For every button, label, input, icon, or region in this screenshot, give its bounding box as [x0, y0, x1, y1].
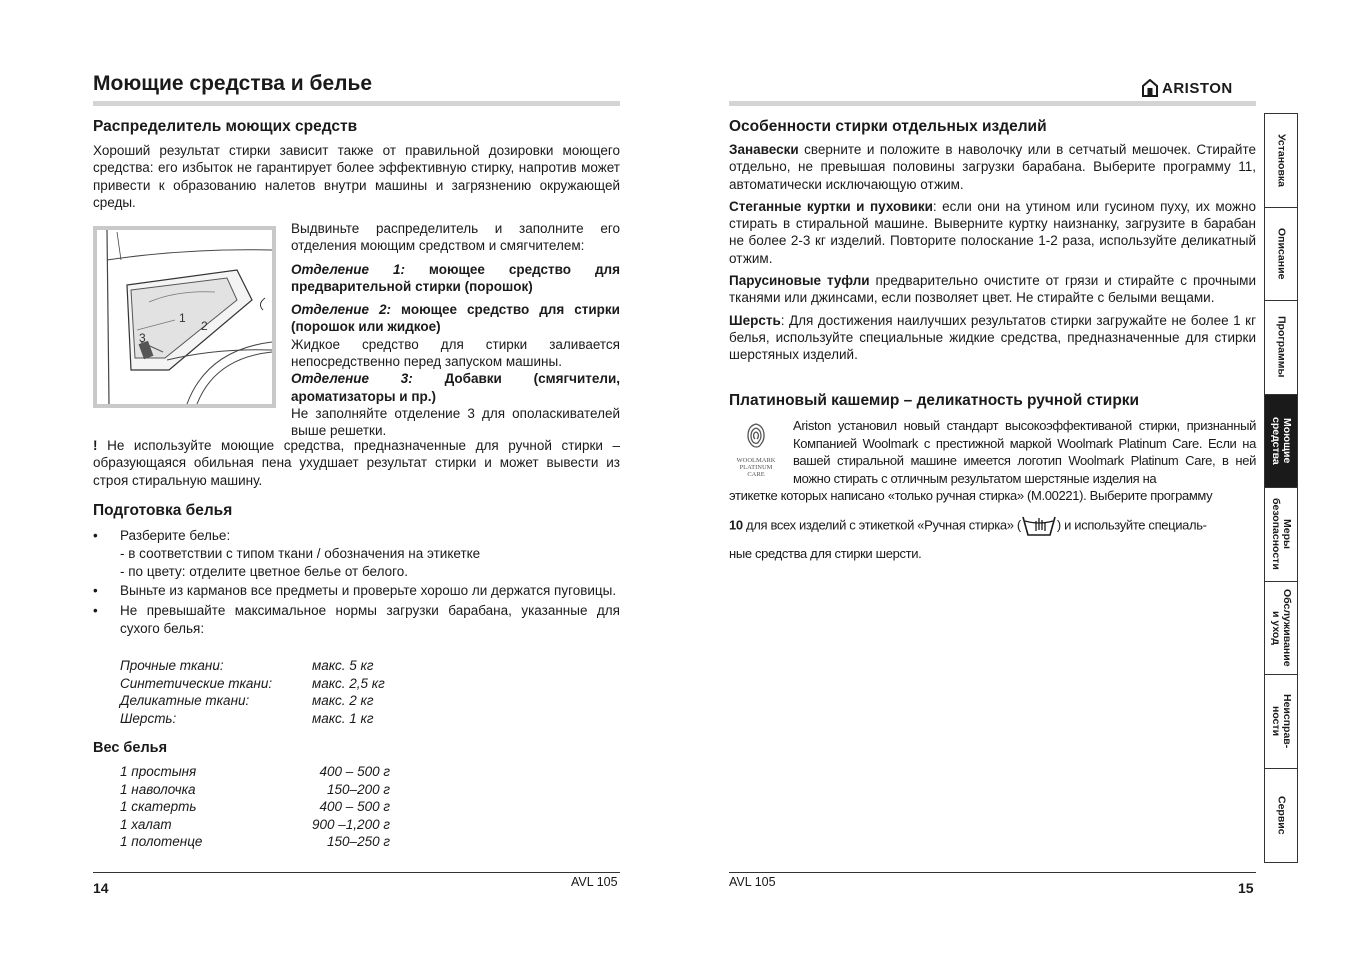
weight-row: [120, 781, 390, 799]
tab-4[interactable]: [1265, 395, 1297, 489]
special-items: [729, 141, 1256, 370]
tab-3[interactable]: [1265, 301, 1297, 395]
hand-wash-warning: [93, 437, 620, 489]
compartment-label-2: 2: [201, 319, 208, 333]
model-label: AVL 105: [571, 875, 618, 889]
house-icon: [1142, 79, 1158, 97]
hand-wash-icon: [1021, 515, 1057, 537]
compartment-2: [291, 301, 620, 336]
load-table: [120, 657, 385, 727]
program-number: 10: [729, 516, 743, 532]
list-item: • Не превышайте максимальное нормы загрузки барабана, указанные для сухого белья:: [93, 603, 620, 636]
cashmere-line3: 10 для всех изделий с этикеткой «Ручная стирка» ( ) и используйте специаль-: [729, 515, 1256, 537]
cashmere-line4: ные средства для стирки шерсти.: [729, 545, 922, 561]
woolmark-line1: WOOLMARK: [736, 457, 776, 464]
shoes-paragraph: Парусиновые туфли предварительно очистите от грязи и стирайте с прочными тканями или джинсами, если позволяет цвет. Не стирайте с белыми вещами.: [729, 273, 1256, 306]
tab-label: Сервис: [1275, 795, 1288, 835]
cashmere-heading: Платиновый кашемир – деликатность ручной стирки: [729, 392, 1140, 409]
compartment-2-text: моющее средство для стирки (порошок или жидкое): [291, 302, 620, 335]
warning-mark: !: [93, 438, 98, 453]
weight-row-label: 1 халат: [120, 816, 172, 832]
load-row-label: Прочные ткани:: [120, 658, 224, 673]
tab-5[interactable]: [1265, 488, 1297, 582]
weight-row-value: 150–250 г: [327, 834, 390, 849]
tab-8[interactable]: [1265, 769, 1297, 863]
tab-2[interactable]: [1265, 208, 1297, 302]
compartment-2-label: Отделение 2:: [291, 302, 392, 318]
logo-text: ARISTON: [1162, 79, 1233, 97]
section-tabs: [1264, 113, 1298, 863]
weight-table: [120, 763, 390, 851]
compartment-3-note: Не заполняйте отделение 3 для ополаскивателей выше решетки.: [291, 405, 620, 439]
warning-text: Не используйте моющие средства, предназначенные для ручной стирки – образующаяся обильная пена ухудшает результат стирки и может вывести из строя стиральную машину.: [93, 438, 620, 488]
compartment-label-3: 3: [139, 331, 146, 345]
compartment-1: [291, 261, 620, 296]
cashmere-text: [729, 417, 1256, 562]
compartment-1-text: моющее средство для предварительной стирки (порошок): [291, 261, 620, 294]
load-row-value: макс. 1 кг: [312, 710, 374, 726]
tab-label: Программы: [1275, 316, 1288, 378]
woolmark-line3: CARE: [747, 471, 765, 478]
jackets-paragraph: Стеганные куртки и пуховики: если они на утином или гусином пуху, их можно стирать в стиральной машине. Выверните куртку наизнанку, загрузите в барабан не более 2-3 кг изделий. Повторите полоскание 1-2 раза, используйте деликатный отжим.: [729, 198, 1256, 266]
wool-paragraph: Шерсть: Для достижения наилучших результатов стирки загружайте не более 1 кг белья, используйте специальные жидкие средства, предназначенные для стирки шерстяных изделий.: [729, 312, 1256, 363]
weight-row-value: 400 – 500 г: [319, 799, 390, 814]
load-row: [120, 692, 385, 710]
tab-7[interactable]: [1265, 675, 1297, 769]
weight-row-label: 1 простыня: [120, 764, 197, 779]
weight-row: [120, 833, 390, 851]
model-label: AVL 105: [729, 875, 776, 889]
curtains-paragraph: Занавески сверните и положите в наволочку или в сетчатый мешочек. Стирайте отдельно, не превышая половины загрузки барабана. Выберите программу 11, автоматически исключающую отжим.: [729, 142, 1256, 192]
woolmark-line2: PLATINUM: [739, 464, 773, 471]
tab-label: Описание: [1275, 228, 1288, 280]
tab-label: Меры безопасности: [1270, 498, 1293, 571]
weight-heading: Вес белья: [93, 740, 168, 756]
weight-row-value: 400 – 500 г: [319, 764, 390, 779]
tab-label: Неисправ- ности: [1270, 694, 1293, 749]
compartment-3: [291, 370, 620, 405]
dispenser-intro: Хороший результат стирки зависит также от правильной дозировки моющего средства: его избыток не гарантирует более эффективную стирку, напротив может привести к образованию налетов внутри машины и загрязнению окружающей среды.: [93, 143, 620, 210]
list-item: • Выньте из карманов все предметы и проверьте хорошо ли держатся пуговицы.: [93, 583, 617, 599]
header-rule: [729, 101, 1256, 106]
load-row-label: Синтетические ткани:: [120, 675, 273, 691]
dispenser-drawing: [97, 230, 272, 404]
list-subitem: - в соответствии с типом ткани / обозначения на этикетке: [120, 545, 481, 561]
load-row-label: Деликатные ткани:: [120, 693, 250, 708]
tab-label: Установка: [1275, 133, 1288, 187]
weight-row-value: 900 –1,200 г: [312, 816, 390, 832]
header-rule: [93, 101, 620, 106]
load-row: [120, 675, 385, 693]
cashmere-line2: этикетке которых написано «только ручная стирка» (M.00221). Выберите программу: [729, 488, 1213, 503]
footer-rule: [93, 872, 620, 873]
liquid-note: Жидкое средство для стирки заливается непосредственно перед запуском машины.: [291, 336, 620, 370]
load-row-value: макс. 2 кг: [312, 693, 374, 708]
list-subitem: - по цвету: отделите цветное белье от белого.: [120, 563, 409, 579]
tab-6[interactable]: [1265, 582, 1297, 676]
prep-heading: Подготовка белья: [93, 502, 233, 519]
weight-row: [120, 798, 390, 816]
compartment-3-text: Добавки (смягчители, ароматизаторы и пр.): [291, 371, 620, 404]
weight-row: [120, 763, 390, 781]
list-item: • Разберите белье:: [93, 528, 231, 543]
tab-label: Обслуживание и уход: [1270, 588, 1293, 667]
dispenser-compartments: [291, 220, 620, 440]
dispenser-figure: [93, 226, 276, 408]
dispenser-instruction: Выдвиньте распределитель и заполните его отделения моющим средством и смягчителем:: [291, 221, 620, 254]
page-number: 14: [93, 880, 109, 896]
weight-row-label: 1 скатерть: [120, 799, 197, 814]
weight-row-label: 1 наволочка: [120, 781, 196, 797]
prep-list: [93, 527, 620, 638]
ariston-logo: [1142, 78, 1233, 98]
load-row: [120, 657, 385, 675]
load-row-value: макс. 5 кг: [312, 658, 374, 673]
page-title: Моющие средства и белье: [93, 72, 373, 95]
load-row-value: макс. 2,5 кг: [312, 675, 385, 691]
weight-row: [120, 816, 390, 834]
dispenser-heading: Распределитель моющих средств: [93, 118, 358, 135]
compartment-1-label: Отделение 1:: [291, 261, 405, 277]
load-row-label: Шерсть:: [120, 710, 177, 726]
compartment-3-label: Отделение 3:: [291, 371, 413, 387]
page-number: 15: [1238, 880, 1254, 896]
load-row: [120, 710, 385, 728]
footer-rule: [729, 872, 1256, 873]
weight-row-label: 1 полотенце: [120, 834, 203, 849]
compartment-label-1: 1: [179, 311, 186, 325]
weight-row-value: 150–200 г: [327, 781, 390, 797]
tab-1[interactable]: [1265, 114, 1297, 208]
tab-label: Моющие средства: [1270, 416, 1293, 465]
cashmere-line1: Ariston установил новый стандарт высокоэффективаной стирки, признанный Компанией Woolmark с престижной маркой Woolmark Platinum Care. Если на вашей стиральной машине имеется логотип Woolmark Platinum Care, в ней можно стирать с отличным результатом шерстяные изделия на: [793, 418, 1256, 486]
special-heading: Особенности стирки отдельных изделий: [729, 118, 1047, 135]
